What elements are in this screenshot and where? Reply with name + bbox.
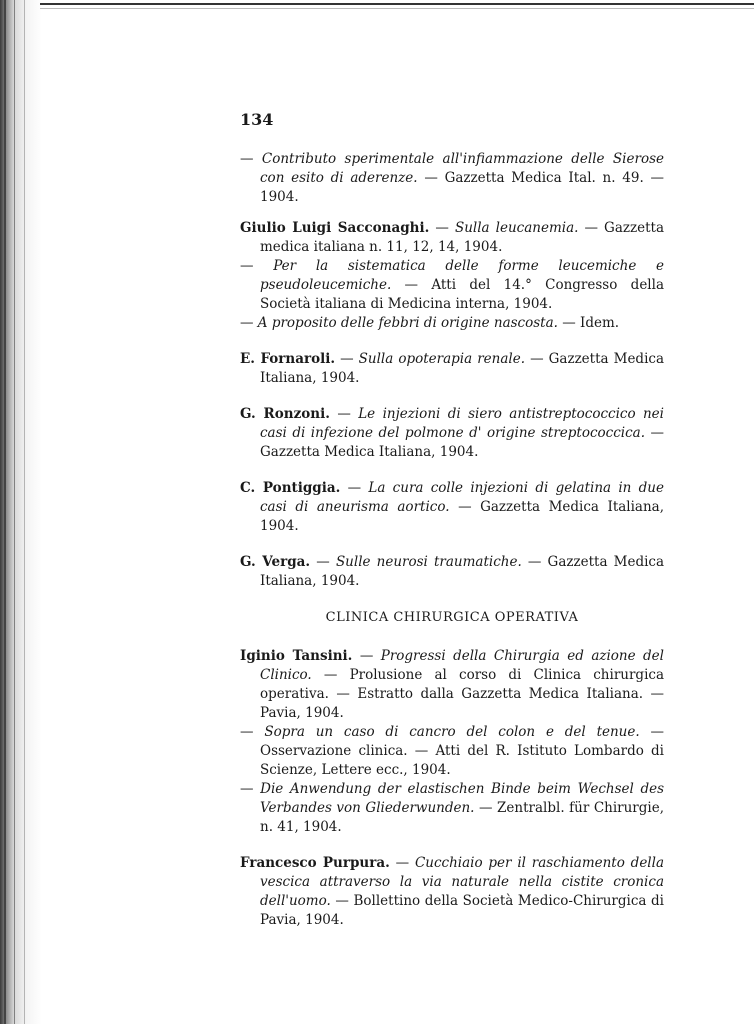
entry-publication: — Gazzetta Medica Italiana, 1904.	[260, 499, 665, 534]
page-top-edge	[40, 3, 754, 5]
page-content	[240, 150, 664, 947]
entry-subitem	[240, 257, 664, 314]
page-number: 134	[240, 110, 274, 129]
book-binding-edge	[0, 0, 42, 1024]
entry-dash: —	[359, 648, 374, 664]
author-name: C. Pontiggia.	[240, 480, 341, 496]
binding-line	[4, 0, 6, 1024]
author-name: Giulio Luigi Sacconaghi.	[240, 220, 430, 236]
entry-publication: — Gazzetta Medica Italiana, 1904.	[260, 425, 665, 460]
entry-title: Sopra un caso di cancro del colon e del tenue.	[264, 724, 640, 740]
entry-fornaroli	[240, 350, 664, 388]
entry-title: Die Anwendung der elastischen Binde beim Wechsel des Verbandes von Gliederwunden.	[260, 781, 664, 816]
author-name: G. Ronzoni.	[240, 406, 330, 422]
entry-publication: — Atti del 14.° Congresso della Società italiana di Medicina interna, 1904.	[260, 277, 664, 312]
entry-subitem	[240, 314, 664, 333]
author-name: E. Fornaroli.	[240, 351, 336, 367]
entry-title: Sulla opoterapia renale.	[358, 351, 526, 367]
entry-sacconaghi	[240, 219, 664, 333]
entry-purpura	[240, 854, 664, 930]
section-heading: CLINICA CHIRURGICA OPERATIVA	[325, 610, 579, 625]
entry-dash: —	[337, 406, 351, 422]
entry-title: Contributo sperimentale all'infiammazione delle Sierose con esito di aderenze.	[260, 151, 664, 186]
entry-dash: —	[435, 220, 449, 236]
entry-dash: —	[347, 480, 362, 496]
entry-title: A proposito delle febbri di origine nascosta.	[257, 315, 558, 331]
entry-verga	[240, 553, 664, 591]
author-name: G. Verga.	[240, 554, 311, 570]
entry-publication: — Gazzetta Medica Ital. n. 49. — 1904.	[260, 170, 664, 205]
entry-title: La cura colle injezioni di gelatina in due casi di aneurisma aortico.	[260, 480, 664, 515]
binding-line	[24, 0, 25, 1024]
entry-publication: — Prolusione al corso di Clinica chirurgica operativa. — Estratto dalla Gazzetta Medica Italiana. — Pavia, 1904.	[260, 667, 664, 721]
entry-publication: — Bollettino della Società Medico-Chirurgica di Pavia, 1904.	[260, 893, 664, 928]
entry-title: Sulle neurosi traumatiche.	[335, 554, 522, 570]
entry-publication: — Gazzetta Medica Italiana, 1904.	[260, 554, 665, 589]
entry-title: Cucchiaio per il raschiamento della vescica attraverso la via naturale nella cistite cronica dell'uomo.	[260, 855, 664, 909]
entry-publication: — Gazzetta medica italiana n. 11, 12, 14, 1904.	[260, 220, 665, 255]
entry-main	[240, 219, 664, 257]
entry-ronzoni	[240, 405, 664, 462]
author-name: Francesco Purpura.	[240, 855, 390, 871]
entry-dash: —	[316, 554, 330, 570]
entry-subitem	[240, 780, 664, 837]
entry-dash: —	[240, 315, 254, 331]
entry-title: Sulla leucanemia.	[454, 220, 579, 236]
entry-tansini	[240, 647, 664, 837]
entry-dash: —	[240, 724, 254, 740]
entry-publication: — Gazzetta Medica Italiana, 1904.	[260, 351, 665, 386]
entry-title: Per la sistematica delle forme leucemiche e pseudoleucemiche.	[260, 258, 664, 293]
entry-dash: —	[240, 258, 254, 274]
entry-dash: —	[340, 351, 354, 367]
entry-title: Le injezioni di siero antistreptococcico nei casi di infezione del polmone d' origine streptococcica.	[260, 406, 664, 441]
entry-main	[240, 647, 664, 723]
entry-contributo	[240, 150, 664, 207]
entry-publication: — Osservazione clinica. — Atti del R. Istituto Lombardo di Scienze, Lettere ecc., 1904.	[260, 724, 664, 778]
entry-dash: —	[240, 151, 254, 167]
entry-publication: — Idem.	[562, 315, 620, 331]
entry-pontiggia	[240, 479, 664, 536]
entry-dash: —	[240, 781, 254, 797]
page-top-edge-shadow	[40, 8, 754, 9]
binding-line	[14, 0, 15, 1024]
author-name: Iginio Tansini.	[240, 648, 353, 664]
entry-title: Progressi della Chirurgia ed azione del Clinico.	[260, 648, 664, 683]
entry-dash: —	[395, 855, 410, 871]
entry-subitem	[240, 723, 664, 780]
entry-publication: — Zentralbl. für Chirurgie, n. 41, 1904.	[260, 800, 665, 835]
